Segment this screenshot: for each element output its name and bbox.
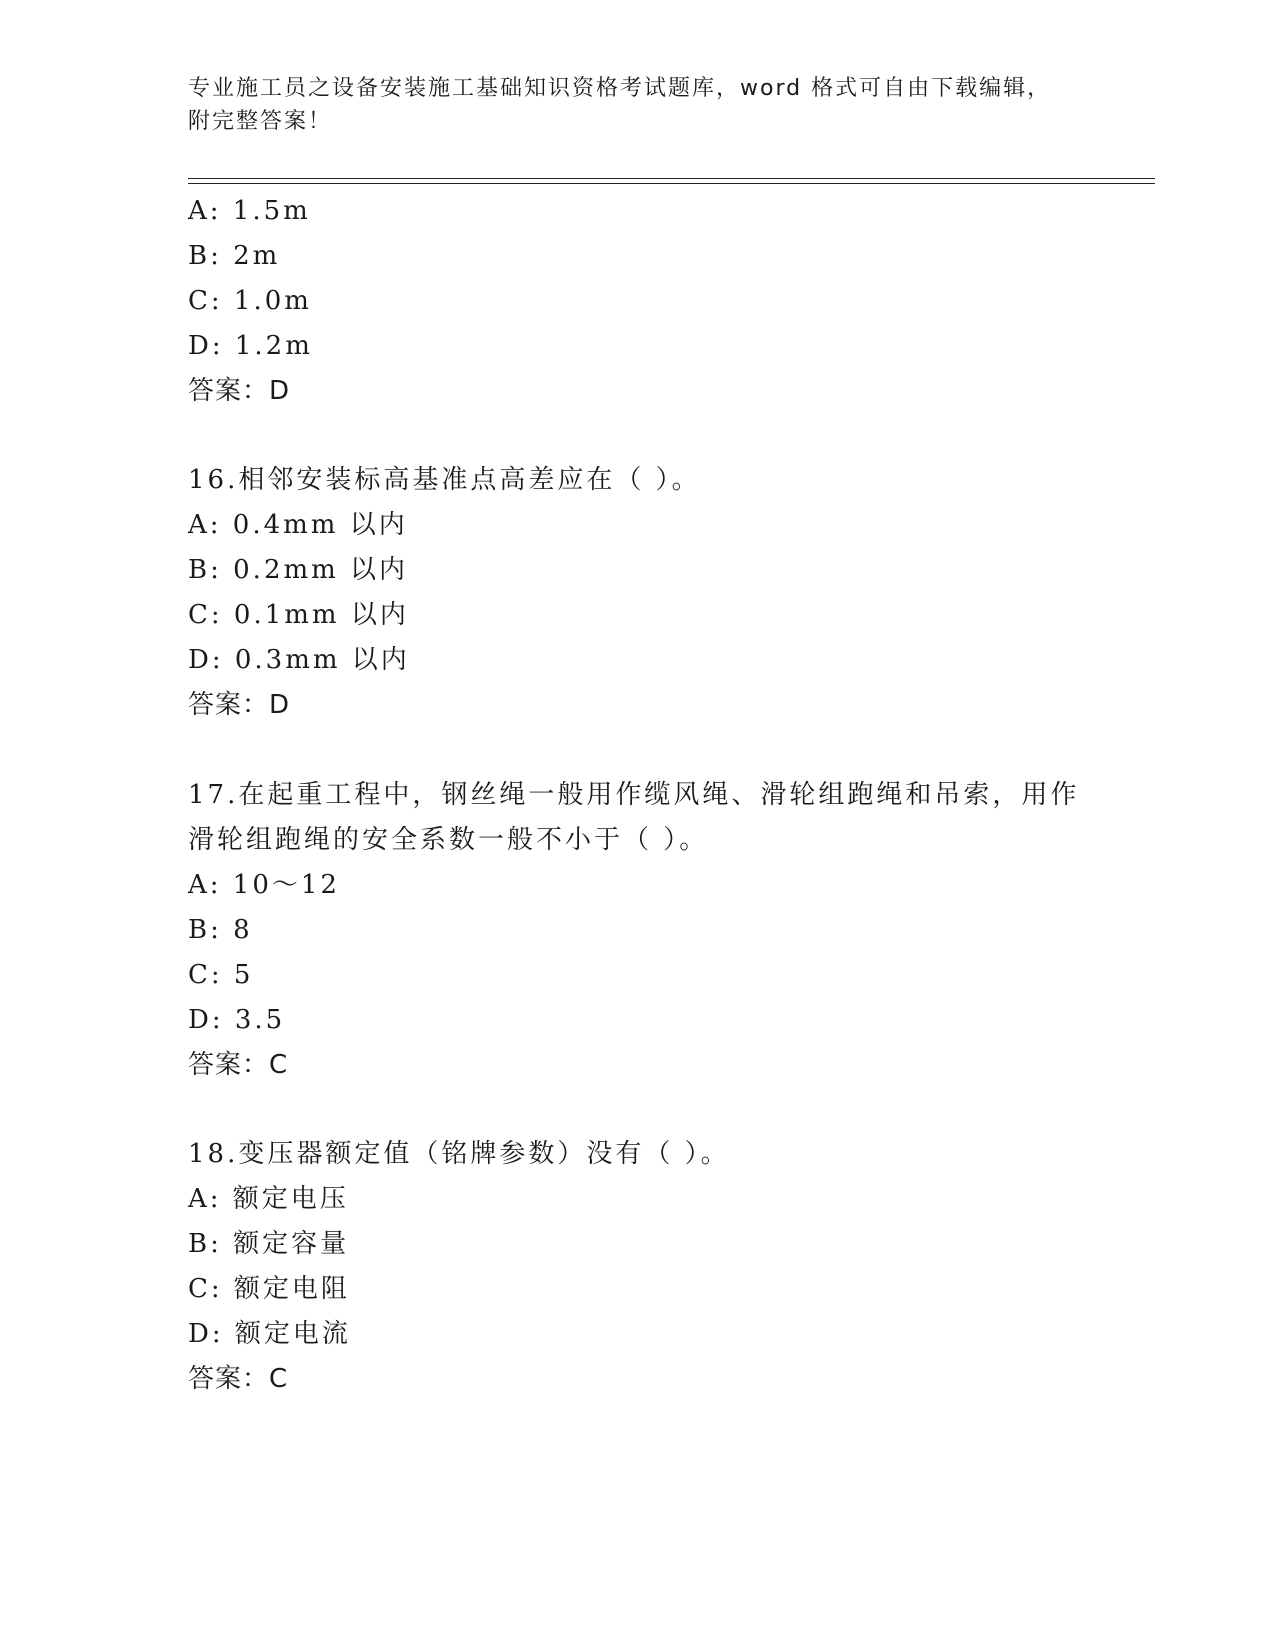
option-b: B: 8 — [188, 915, 253, 945]
option-b: B: 2m — [188, 241, 281, 271]
option-d: D: 1.2m — [188, 331, 313, 361]
question-stem: 18.变压器额定值（铭牌参数）没有（ ）。 — [188, 1139, 730, 1169]
option-c: C: 1.0m — [188, 286, 312, 316]
option-d: D: 0.3mm 以内 — [188, 645, 410, 675]
question-stem-line-2: 滑轮组跑绳的安全系数一般不小于（ ）。 — [188, 825, 709, 855]
answer: 答案：D — [188, 376, 291, 406]
header-rule-top — [188, 178, 1155, 179]
option-c: C: 额定电阻 — [188, 1274, 350, 1304]
header-rule-bottom — [188, 183, 1155, 184]
option-c: C: 5 — [188, 960, 254, 990]
header-line-2: 附完整答案！ — [188, 109, 333, 134]
option-c: C: 0.1mm 以内 — [188, 600, 409, 630]
question-stem-line-1: 17.在起重工程中，钢丝绳一般用作缆风绳、滑轮组跑绳和吊索，用作 — [188, 780, 1080, 810]
option-b: B: 0.2mm 以内 — [188, 555, 409, 585]
option-a: A: 1.5m — [188, 196, 311, 226]
option-a: A: 0.4mm 以内 — [188, 510, 408, 540]
answer: 答案：C — [188, 1050, 289, 1080]
header-line-1: 专业施工员之设备安装施工基础知识资格考试题库，word 格式可自由下载编辑， — [188, 76, 1052, 101]
option-d: D: 额定电流 — [188, 1319, 351, 1349]
option-b: B: 额定容量 — [188, 1229, 350, 1259]
answer: 答案：C — [188, 1364, 289, 1394]
document-header — [188, 72, 1068, 138]
answer: 答案：D — [188, 690, 291, 720]
option-a: A: 10～12 — [188, 870, 340, 900]
option-a: A: 额定电压 — [188, 1184, 349, 1214]
option-d: D: 3.5 — [188, 1005, 286, 1035]
question-stem: 16.相邻安装标高基准点高差应在（ ）。 — [188, 465, 701, 495]
